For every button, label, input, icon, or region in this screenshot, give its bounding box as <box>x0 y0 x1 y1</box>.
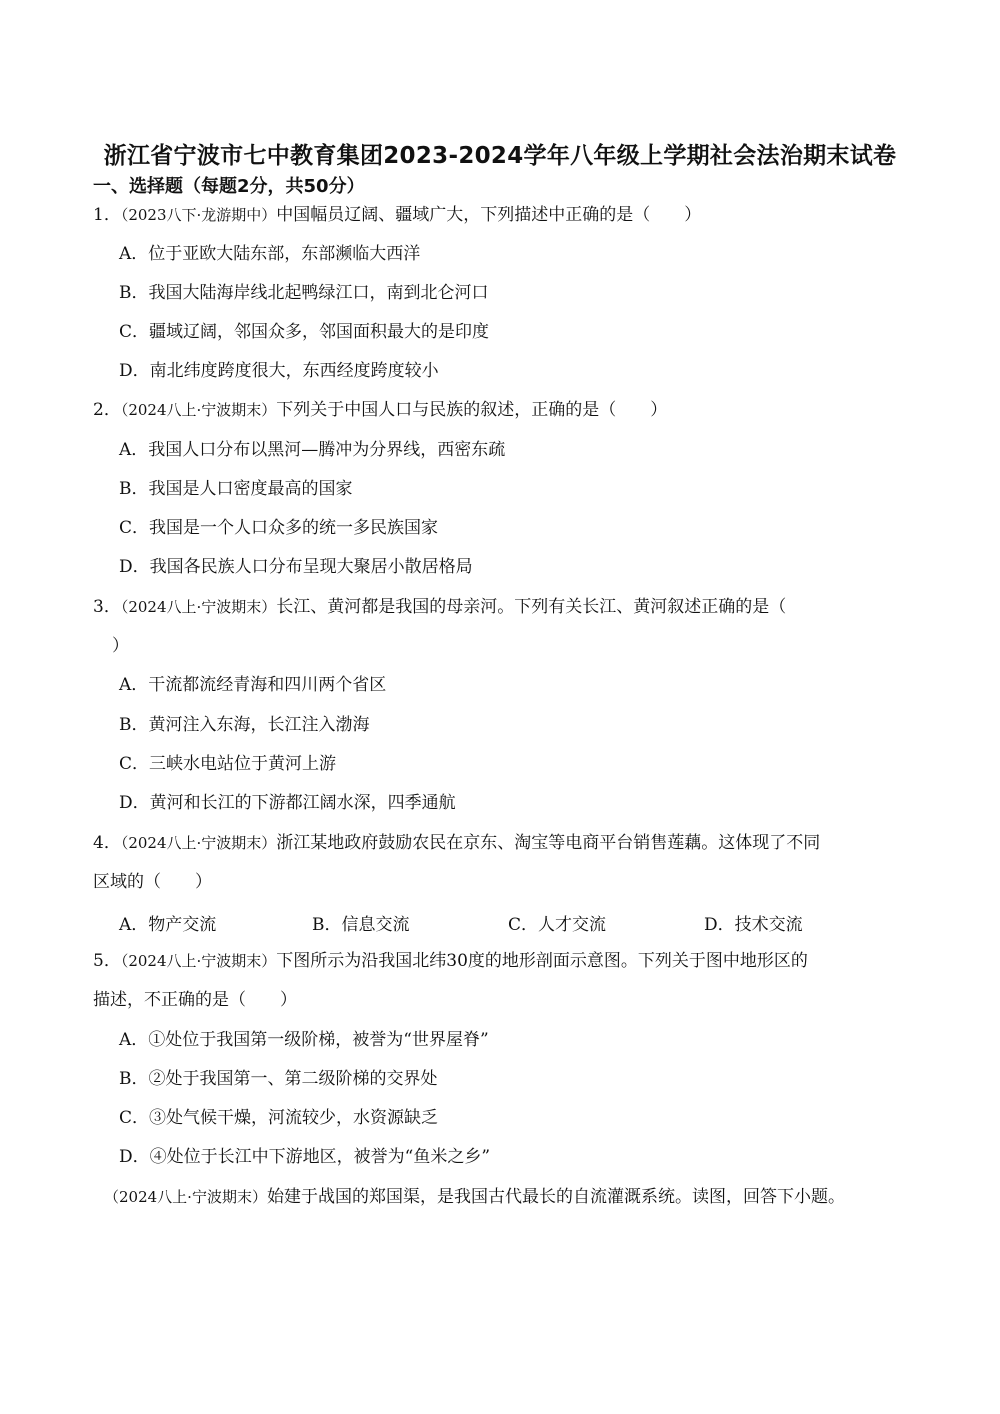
question-1-stem <box>93 204 701 226</box>
question-5-stem <box>93 950 808 972</box>
question-2-option-a: A．我国人口分布以黑河—腾冲为分界线，西密东疏 <box>119 440 506 460</box>
question-5-stem-continued: 描述，不正确的是（ ） <box>93 990 297 1010</box>
question-5-option-d: D．④处位于长江中下游地区，被誉为“鱼米之乡” <box>119 1147 491 1167</box>
question-4-option-a: A．物产交流 <box>119 915 217 935</box>
question-4-option-c: C．人才交流 <box>508 915 607 935</box>
reading-passage-intro <box>104 1186 845 1208</box>
question-2-stem <box>93 399 667 421</box>
question-4-options <box>119 910 879 935</box>
question-text: 下图所示为沿我国北纬30度的地形剖面示意图。下列关于图中地形区的 <box>276 951 808 971</box>
question-4-stem-continued: 区域的（ ） <box>93 872 212 892</box>
question-4-option-b: B．信息交流 <box>312 915 410 935</box>
question-source: （2024八上·宁波期末） <box>120 401 277 419</box>
question-5-option-a: A．①处位于我国第一级阶梯，被誉为“世界屋脊” <box>119 1030 489 1050</box>
question-5-option-b: B．②处于我国第一、第二级阶梯的交界处 <box>119 1069 438 1089</box>
question-3-option-a: A．干流都流经青海和四川两个省区 <box>119 675 387 695</box>
question-4-stem <box>93 832 820 854</box>
question-number: 2． <box>93 400 121 420</box>
question-1-option-d: D．南北纬度跨度很大，东西经度跨度较小 <box>119 361 439 381</box>
question-3-option-d: D．黄河和长江的下游都江阔水深，四季通航 <box>119 793 456 813</box>
question-3-stem-continued: ） <box>112 636 129 656</box>
question-1-option-b: B．我国大陆海岸线北起鸭绿江口，南到北仑河口 <box>119 283 489 303</box>
question-source: （2024八上·宁波期末） <box>120 952 277 970</box>
question-number: 3． <box>93 597 121 617</box>
question-text: 下列关于中国人口与民族的叙述，正确的是（ ） <box>276 400 668 420</box>
question-4-option-d: D．技术交流 <box>704 915 803 935</box>
question-number: 5． <box>93 951 121 971</box>
question-text: 长江、黄河都是我国的母亲河。下列有关长江、黄河叙述正确的是（ <box>276 597 787 617</box>
question-1-option-c: C．疆域辽阔，邻国众多，邻国面积最大的是印度 <box>119 322 490 342</box>
question-1-option-a: A．位于亚欧大陆东部，东部濒临大西洋 <box>119 244 421 264</box>
question-source: （2023八下·龙游期中） <box>120 206 277 224</box>
question-text: 浙江某地政府鼓励农民在京东、淘宝等电商平台销售莲藕。这体现了不同 <box>276 833 821 853</box>
question-2-option-c: C．我国是一个人口众多的统一多民族国家 <box>119 518 439 538</box>
question-source: （2024八上·宁波期末） <box>120 598 277 616</box>
question-5-option-c: C．③处气候干燥，河流较少，水资源缺乏 <box>119 1108 439 1128</box>
question-3-option-b: B．黄河注入东海，长江注入渤海 <box>119 715 370 735</box>
question-text: 中国幅员辽阔、疆域广大，下列描述中正确的是（ ） <box>276 205 702 225</box>
section-heading: 一、选择题（每题2分，共50分） <box>93 176 365 197</box>
question-number: 4． <box>93 833 121 853</box>
exam-title: 浙江省宁波市七中教育集团2023-2024学年八年级上学期社会法治期末试卷 <box>103 143 897 169</box>
question-3-stem <box>93 596 786 618</box>
question-2-option-d: D．我国各民族人口分布呈现大聚居小散居格局 <box>119 557 473 577</box>
question-3-option-c: C．三峡水电站位于黄河上游 <box>119 754 337 774</box>
question-2-option-b: B．我国是人口密度最高的国家 <box>119 479 353 499</box>
passage-text: 始建于战国的郑国渠，是我国古代最长的自流灌溉系统。读图，回答下小题。 <box>266 1187 845 1207</box>
question-source: （2024八上·宁波期末） <box>104 1188 267 1206</box>
question-number: 1． <box>93 205 121 225</box>
question-source: （2024八上·宁波期末） <box>120 834 277 852</box>
